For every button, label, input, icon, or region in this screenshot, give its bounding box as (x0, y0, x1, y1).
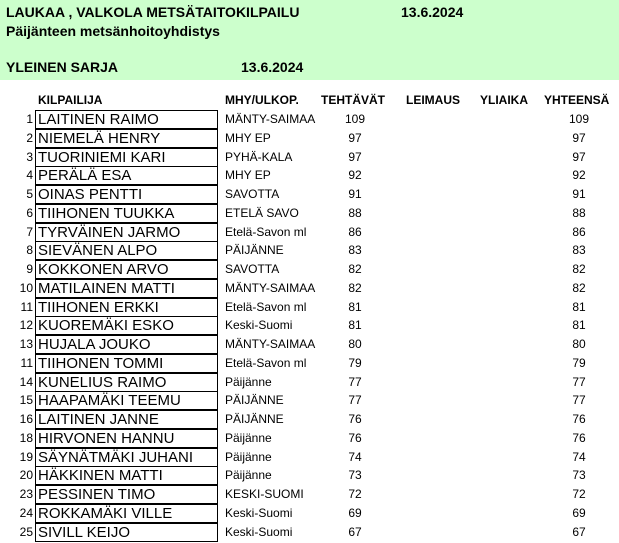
total-score-cell: 77 (572, 393, 586, 408)
tasks-score-cell: 83 (348, 243, 362, 258)
rank-cell: 1 (26, 112, 33, 126)
table-row (0, 166, 619, 185)
association-cell: MHY EP (225, 168, 271, 183)
total-score-cell: 72 (572, 487, 586, 501)
total-score-cell: 77 (572, 374, 586, 389)
table-row (0, 279, 619, 298)
rank-cell: 9 (26, 262, 33, 276)
competitor-cell (35, 354, 218, 373)
table-row (0, 354, 619, 373)
competitor-cell (35, 391, 218, 410)
competitor-cell (35, 223, 218, 242)
association-cell: Etelä-Savon ml (225, 355, 307, 370)
table-row (0, 241, 619, 260)
rank-cell: 5 (26, 187, 33, 201)
competitor-name: PERÄLÄ ESA (38, 167, 132, 185)
association-cell: MÄNTY-SAIMAA (225, 337, 316, 351)
total-score-cell: 86 (572, 224, 586, 239)
total-score-cell: 97 (572, 130, 586, 145)
rank-cell: 8 (26, 243, 33, 258)
association-cell: MÄNTY-SAIMAA (225, 280, 316, 295)
association-cell: SAVOTTA (225, 187, 280, 201)
column-header-overtime: YLIAIKA (480, 93, 528, 107)
competitor-cell (35, 166, 218, 185)
rank-cell: 3 (26, 149, 33, 164)
column-header-stamp: LEIMAUS (406, 93, 460, 107)
total-score-cell: 73 (572, 468, 586, 483)
column-header-tasks: TEHTÄVÄT (321, 93, 385, 107)
total-score-cell: 83 (572, 243, 586, 258)
table-row (0, 523, 619, 542)
association-cell: KESKI-SUOMI (225, 487, 304, 501)
total-score-cell: 81 (572, 318, 586, 333)
competitor-name: OINAS PENTTI (38, 186, 143, 203)
table-row (0, 448, 619, 467)
rank-cell: 12 (19, 318, 33, 333)
table-row (0, 335, 619, 354)
tasks-score-cell: 97 (348, 130, 362, 145)
table-row (0, 110, 619, 129)
column-header-competitor: KILPAILIJA (38, 93, 103, 107)
rank-cell: 11 (20, 299, 33, 314)
tasks-score-cell: 80 (348, 337, 362, 351)
association-cell: Etelä-Savon ml (225, 299, 307, 314)
competitor-cell (35, 110, 218, 129)
competitor-name: HAAPAMÄKI TEEMU (38, 392, 181, 410)
total-score-cell: 69 (572, 505, 586, 520)
competitor-name: SIVILL KEIJO (38, 523, 130, 541)
association-cell: PYHÄ-KALA (225, 149, 293, 164)
total-score-cell: 88 (572, 205, 586, 220)
tasks-score-cell: 86 (348, 224, 362, 239)
competitor-name: HÄKKINEN MATTI (38, 467, 163, 485)
rank-cell: 25 (19, 524, 33, 539)
competitor-name: MATILAINEN MATTI (38, 279, 175, 297)
tasks-score-cell: 74 (348, 449, 362, 464)
tasks-score-cell: 82 (348, 262, 362, 276)
table-row (0, 466, 619, 485)
tasks-score-cell: 82 (348, 280, 362, 295)
total-score-cell: 91 (572, 187, 586, 201)
competitor-name: KUNELIUS RAIMO (38, 373, 167, 391)
tasks-score-cell: 76 (348, 430, 362, 445)
total-score-cell: 82 (572, 262, 586, 276)
competitor-name: NIEMELÄ HENRY (38, 129, 161, 147)
table-row (0, 429, 619, 448)
competition-title: LAUKAA , VALKOLA METSÄTAITOKILPAILU (6, 4, 300, 20)
table-row (0, 391, 619, 410)
association-cell: Päijänne (225, 449, 272, 464)
competitor-name: SIEVÄNEN ALPO (38, 242, 158, 260)
rank-cell: 2 (26, 130, 33, 145)
competitor-name: KOKKONEN ARVO (38, 261, 169, 278)
tasks-score-cell: 92 (348, 168, 362, 183)
association-cell: Päijänne (225, 468, 272, 483)
total-score-cell: 109 (568, 112, 590, 126)
total-score-cell: 97 (572, 149, 586, 164)
tasks-score-cell: 91 (348, 187, 362, 201)
rank-cell: 20 (19, 468, 33, 483)
table-row (0, 485, 619, 504)
rank-cell: 6 (26, 205, 33, 220)
table-row (0, 504, 619, 523)
header-banner (0, 0, 619, 80)
competitor-cell (35, 260, 218, 279)
table-row (0, 410, 619, 429)
organizer-name: Päijänteen metsänhoitoyhdistys (6, 23, 220, 39)
association-cell: Keski-Suomi (225, 505, 293, 520)
series-name: YLEINEN SARJA (6, 59, 119, 75)
association-cell: Keski-Suomi (225, 318, 293, 333)
rank-cell: 13 (19, 337, 33, 351)
competitor-name: LAITINEN JANNE (38, 411, 159, 428)
tasks-score-cell: 97 (348, 149, 362, 164)
tasks-score-cell: 77 (348, 393, 362, 408)
competitor-cell (35, 129, 218, 148)
competitor-name: PESSINEN TIMO (38, 486, 156, 503)
association-cell: SAVOTTA (225, 262, 280, 276)
table-row (0, 185, 619, 204)
competitor-cell (35, 279, 218, 298)
competitor-cell (35, 523, 218, 542)
competitor-cell (35, 429, 218, 448)
table-row (0, 129, 619, 148)
rank-cell: 11 (20, 355, 33, 370)
competitor-cell (35, 241, 218, 260)
total-score-cell: 76 (572, 430, 586, 445)
competitor-name: TUORINIEMI KARI (38, 148, 166, 166)
rank-cell: 4 (26, 168, 33, 183)
rank-cell: 16 (19, 412, 33, 426)
tasks-score-cell: 79 (348, 355, 362, 370)
tasks-score-cell: 72 (348, 487, 362, 501)
association-cell: Päijänne (225, 430, 272, 445)
rank-cell: 23 (19, 487, 33, 501)
rank-cell: 15 (19, 393, 33, 408)
column-header-total: YHTEENSÄ (544, 93, 610, 107)
competitor-name: TIIHONEN ERKKI (38, 298, 159, 316)
association-cell: PÄIJÄNNE (225, 243, 284, 258)
competitor-cell (35, 335, 218, 354)
competitor-cell (35, 485, 218, 504)
total-score-cell: 74 (572, 449, 586, 464)
total-score-cell: 80 (572, 337, 586, 351)
column-header-association: MHY/ULKOP. (225, 93, 299, 107)
table-row (0, 260, 619, 279)
competitor-cell (35, 410, 218, 429)
competitor-cell (35, 466, 218, 485)
competitor-name: TYRVÄINEN JARMO (38, 223, 181, 241)
competitor-cell (35, 504, 218, 523)
competitor-cell (35, 373, 218, 392)
total-score-cell: 82 (572, 280, 586, 295)
competitor-name: ROKKAMÄKI VILLE (38, 504, 173, 522)
table-row (0, 204, 619, 223)
competitor-name: HUJALA JOUKO (38, 336, 151, 353)
competitor-cell (35, 316, 218, 335)
tasks-score-cell: 77 (348, 374, 362, 389)
association-cell: Keski-Suomi (225, 524, 293, 539)
tasks-score-cell: 81 (348, 299, 362, 314)
total-score-cell: 67 (572, 524, 586, 539)
competitor-cell (35, 204, 218, 223)
association-cell: PÄIJÄNNE (225, 393, 284, 408)
table-row (0, 316, 619, 335)
tasks-score-cell: 88 (348, 205, 362, 220)
table-row (0, 223, 619, 242)
competitor-cell (35, 148, 218, 167)
rank-cell: 14 (19, 374, 33, 389)
tasks-score-cell: 69 (348, 505, 362, 520)
competitor-name: SÄYNÄTMÄKI JUHANI (38, 448, 194, 466)
association-cell: ETELÄ SAVO (225, 205, 299, 220)
tasks-score-cell: 73 (348, 468, 362, 483)
series-date: 13.6.2024 (241, 59, 304, 75)
rank-cell: 7 (26, 224, 33, 239)
tasks-score-cell: 81 (348, 318, 362, 333)
table-row (0, 298, 619, 317)
table-row (0, 373, 619, 392)
tasks-score-cell: 67 (348, 524, 362, 539)
total-score-cell: 92 (572, 168, 586, 183)
rank-cell: 10 (19, 280, 33, 295)
competitor-name: HIRVONEN HANNU (38, 429, 175, 447)
table-row (0, 148, 619, 167)
rank-cell: 19 (19, 449, 33, 464)
competitor-name: KUOREMÄKI ESKO (38, 317, 174, 335)
competitor-name: TIIHONEN TOMMI (38, 354, 164, 372)
rank-cell: 18 (19, 430, 33, 445)
competitor-name: LAITINEN RAIMO (38, 111, 159, 128)
competitor-cell (35, 298, 218, 317)
association-cell: Päijänne (225, 374, 272, 389)
competitor-name: TIIHONEN TUUKKA (38, 204, 175, 222)
association-cell: PÄIJÄNNE (225, 412, 284, 426)
tasks-score-cell: 109 (344, 112, 366, 126)
rank-cell: 24 (19, 505, 33, 520)
competitor-cell (35, 448, 218, 467)
total-score-cell: 76 (572, 412, 586, 426)
association-cell: MHY EP (225, 130, 271, 145)
competition-date: 13.6.2024 (401, 4, 464, 20)
association-cell: Etelä-Savon ml (225, 224, 307, 239)
tasks-score-cell: 76 (348, 412, 362, 426)
total-score-cell: 81 (572, 299, 586, 314)
total-score-cell: 79 (572, 355, 586, 370)
association-cell: MÄNTY-SAIMAA (225, 112, 316, 126)
competitor-cell (35, 185, 218, 204)
